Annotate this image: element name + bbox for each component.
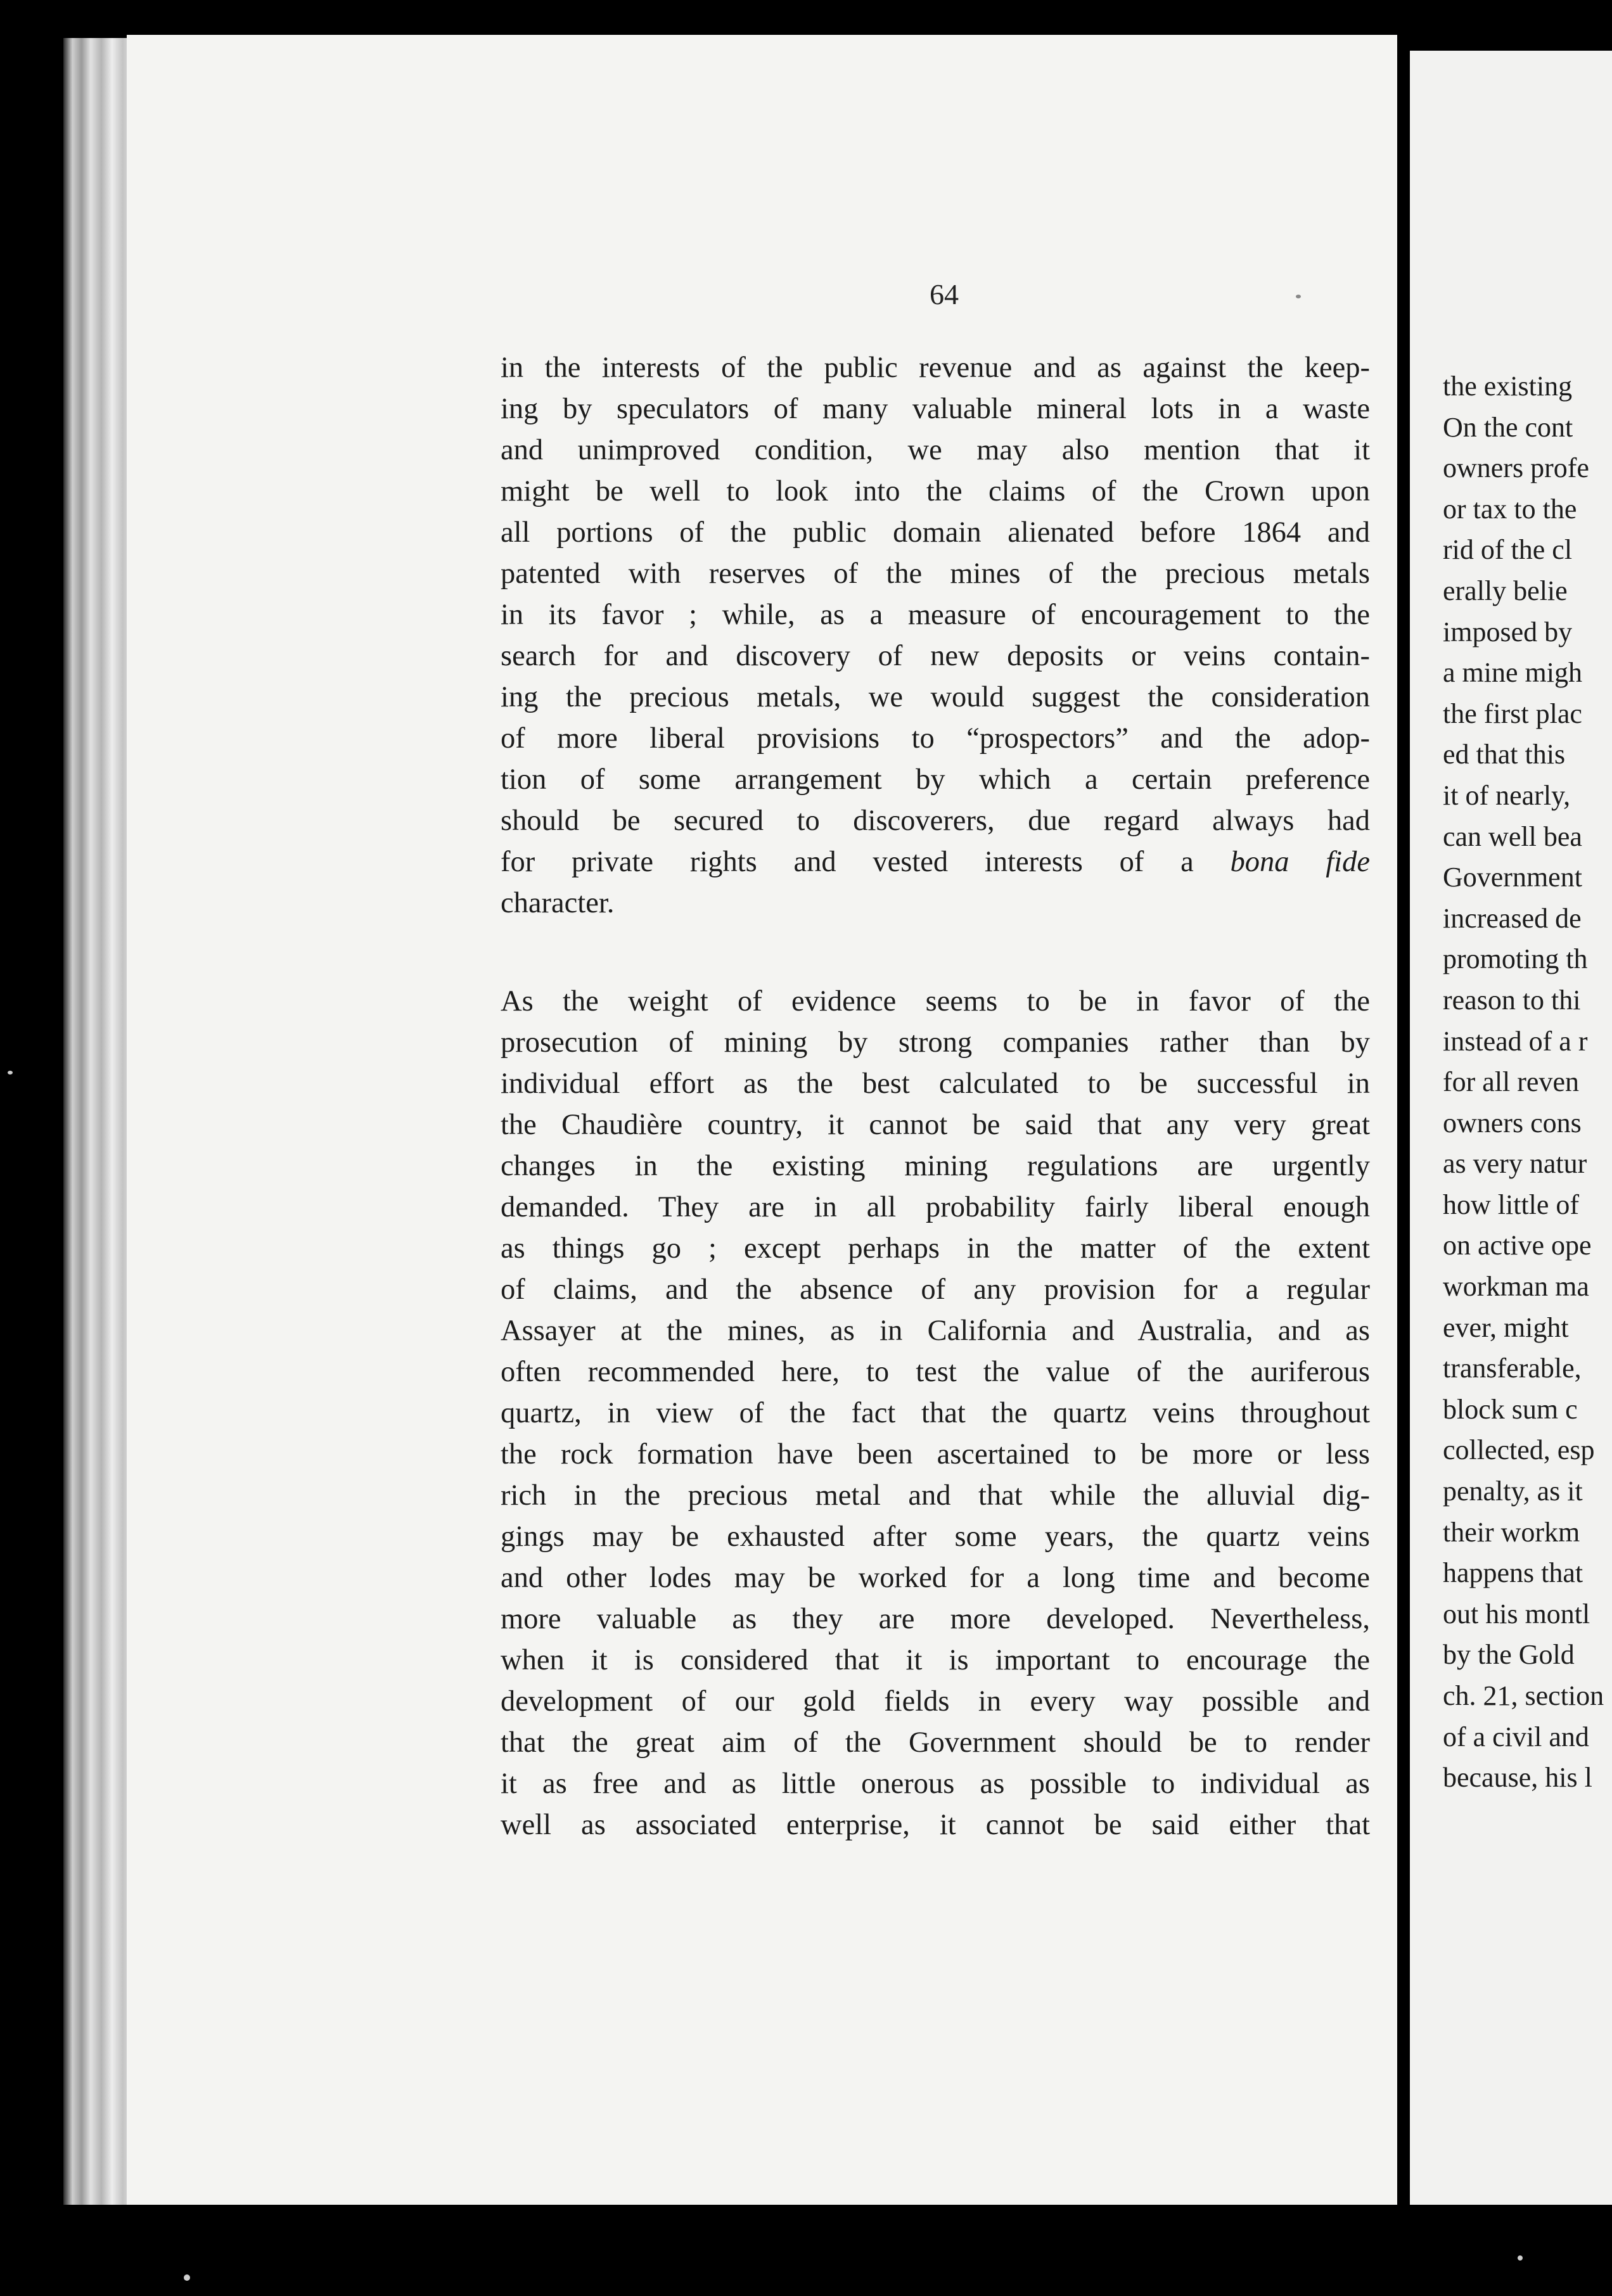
paragraph-2 [501, 981, 1370, 1846]
side-text-line: ever, might [1443, 1311, 1569, 1343]
side-text-line: by the Gold [1443, 1639, 1575, 1671]
text-line: of more liberal provisions to “prospectors” and the adop- [501, 722, 1370, 755]
paragraph-1 [501, 347, 1370, 924]
side-text-line: block sum c [1443, 1393, 1578, 1425]
side-text-line: because, his l [1443, 1762, 1592, 1794]
text-line: search for and discovery of new deposits or veins contain- [501, 640, 1370, 672]
side-text-line: instead of a r [1443, 1025, 1588, 1057]
facing-page-text [1443, 366, 1612, 1799]
side-text-line: On the cont [1443, 411, 1573, 443]
text-line: character. [501, 887, 615, 919]
side-text-line: as very natur [1443, 1148, 1587, 1180]
text-line: all portions of the public domain alienated before 1864 and [501, 516, 1370, 549]
text-line: of claims, and the absence of any provision for a regular [501, 1273, 1370, 1306]
text-line: might be well to look into the claims of the Crown upon [501, 475, 1370, 507]
side-text-line: imposed by [1443, 616, 1573, 647]
text-line: rich in the precious metal and that while the alluvial dig- [501, 1479, 1370, 1512]
side-text-line: ch. 21, section [1443, 1680, 1604, 1711]
side-text-line: penalty, as it [1443, 1476, 1583, 1507]
text-line: when it is considered that it is important to encourage the [501, 1644, 1370, 1676]
text-line: ing the precious metals, we would suggest the consideration [501, 681, 1370, 713]
side-text-line: owners profe [1443, 452, 1589, 484]
text-segment: for private rights and vested interests of a [501, 846, 1231, 878]
side-text-line: reason to thi [1443, 984, 1581, 1016]
text-line: that the great aim of the Government should be to render [501, 1726, 1370, 1759]
text-line: patented with reserves of the mines of the precious metals [501, 558, 1370, 590]
text-line: As the weight of evidence seems to be in favor of the [501, 985, 1370, 1017]
side-text-line: on active ope [1443, 1230, 1592, 1261]
side-text-line: owners cons [1443, 1107, 1582, 1138]
text-line: should be secured to discoverers, due regard always had [501, 805, 1370, 837]
main-text-block [501, 347, 1370, 1846]
text-line-with-italic [501, 841, 1370, 883]
text-line: as things go ; except perhaps in the matter of the extent [501, 1232, 1370, 1265]
text-line: prosecution of mining by strong companies rather than by [501, 1026, 1370, 1059]
side-text-line: workman ma [1443, 1271, 1589, 1303]
text-line: and other lodes may be worked for a long time and become [501, 1562, 1370, 1594]
side-text-line: collected, esp [1443, 1434, 1595, 1466]
side-text-line: their workm [1443, 1516, 1580, 1548]
side-text-line: or tax to the [1443, 493, 1577, 525]
text-line: the Chaudière country, it cannot be said that any very great [501, 1109, 1370, 1141]
side-text-line: transferable, [1443, 1353, 1582, 1384]
side-text-line: promoting th [1443, 943, 1588, 975]
side-text-line: for all reven [1443, 1066, 1579, 1098]
side-text-line: out his montl [1443, 1598, 1590, 1630]
text-line: the rock formation have been ascertained to be more or less [501, 1438, 1370, 1470]
side-text-line: happens that [1443, 1557, 1583, 1589]
text-line: changes in the existing mining regulations are urgently [501, 1150, 1370, 1182]
scan-speck [1518, 2255, 1523, 2261]
text-line: more valuable as they are more developed. Nevertheless, [501, 1603, 1370, 1635]
paragraph-gap [501, 924, 1370, 981]
text-line: development of our gold fields in every way possible and [501, 1685, 1370, 1718]
text-line: in its favor ; while, as a measure of encouragement to the [501, 599, 1370, 631]
text-line: quartz, in view of the fact that the quartz veins throughout [501, 1397, 1370, 1429]
text-line: in the interests of the public revenue and as against the keep- [501, 352, 1370, 384]
italic-phrase: bona fide [1230, 846, 1370, 878]
scan-speck [8, 1071, 13, 1075]
side-text-line: the existing [1443, 371, 1573, 402]
scan-speck [184, 2274, 190, 2281]
side-text-line: erally belie [1443, 575, 1568, 606]
text-line: often recommended here, to test the value of the auriferous [501, 1356, 1370, 1388]
text-line: tion of some arrangement by which a certain preference [501, 763, 1370, 796]
text-line: demanded. They are in all probability fairly liberal enough [501, 1191, 1370, 1223]
text-line: well as associated enterprise, it cannot be said either that [501, 1809, 1370, 1841]
text-line: Assayer at the mines, as in California and Australia, and as [501, 1315, 1370, 1347]
side-text-line: Government [1443, 862, 1582, 893]
side-text-line: a mine migh [1443, 657, 1582, 689]
side-text-line: ed that this [1443, 739, 1566, 770]
scan-speck [1296, 295, 1301, 298]
side-text-line: the first plac [1443, 698, 1582, 729]
text-line: it as free and as little onerous as possible to individual as [501, 1768, 1370, 1800]
text-line: gings may be exhausted after some years, the quartz veins [501, 1521, 1370, 1553]
side-text-line: it of nearly, [1443, 779, 1571, 811]
side-text-line: can well bea [1443, 820, 1582, 852]
side-text-line: how little of [1443, 1189, 1580, 1220]
side-text-line: of a civil and [1443, 1721, 1589, 1752]
side-text-line: increased de [1443, 902, 1582, 934]
page-number: 64 [930, 278, 959, 310]
text-line: individual effort as the best calculated to be successful in [501, 1068, 1370, 1100]
text-line: and unimproved condition, we may also mention that it [501, 434, 1370, 466]
side-text-line: rid of the cl [1443, 534, 1573, 566]
text-line: ing by speculators of many valuable mineral lots in a waste [501, 393, 1370, 425]
